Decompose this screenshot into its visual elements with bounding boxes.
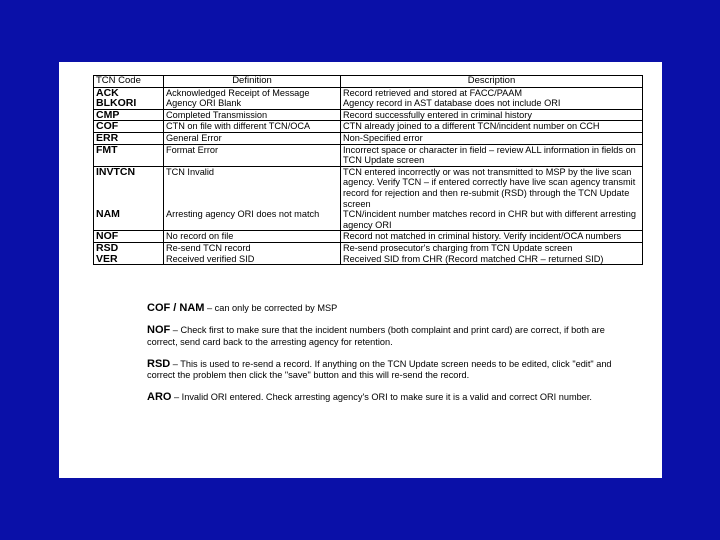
note-text: – can only be corrected by MSP <box>204 303 338 313</box>
note-term: ARO <box>147 391 172 404</box>
row-descriptions: Record retrieved and stored at FACC/PAAM Agency record in AST database does not include ORI <box>341 87 643 109</box>
note-term: COF / NAM <box>147 302 205 314</box>
table-row <box>94 132 643 144</box>
table-header-row <box>94 76 643 88</box>
row-definitions: Completed Transmission <box>164 109 341 121</box>
header-definition: Definition <box>164 76 341 88</box>
row-descriptions: Record successfully entered in criminal history <box>341 109 643 121</box>
row-definitions: No record on file <box>164 231 341 243</box>
note-text: – This is used to re-send a record. If anything on the TCN Update screen needs to be edited, click "edit" and correct the problem then click the "save" button and this will re-send the record. <box>147 358 612 381</box>
note-term: NOF <box>147 324 171 337</box>
row-codes: INVTCN NAM <box>94 166 164 231</box>
note-aro <box>147 392 627 403</box>
row-definitions: CTN on file with different TCN/OCA <box>164 121 341 133</box>
row-codes: CMP <box>94 109 164 121</box>
note-rsd <box>147 359 627 382</box>
row-definitions: General Error <box>164 132 341 144</box>
row-descriptions: Re-send prosecutor's charging from TCN Update screen Received SID from CHR (Record matched CHR – returned SID) <box>341 242 643 264</box>
row-codes: COF <box>94 121 164 133</box>
header-description: Description <box>341 76 643 88</box>
note-term: RSD <box>147 357 171 370</box>
table-row <box>94 166 643 231</box>
table-row <box>94 87 643 109</box>
row-descriptions: Incorrect space or character in field – review ALL information in fields on TCN Update screen <box>341 144 643 166</box>
table-row <box>94 231 643 243</box>
row-descriptions: CTN already joined to a different TCN/incident number on CCH <box>341 121 643 133</box>
table-row <box>94 242 643 264</box>
row-descriptions: Non-Specified error <box>341 132 643 144</box>
table-row <box>94 109 643 121</box>
notes-section <box>147 303 627 415</box>
note-cof-nam <box>147 303 627 314</box>
row-codes: FMT <box>94 144 164 166</box>
row-definitions: Acknowledged Receipt of Message Agency ORI Blank <box>164 87 341 109</box>
row-definitions: Format Error <box>164 144 341 166</box>
row-descriptions: TCN entered incorrectly or was not transmitted to MSP by the live scan agency. Verify TCN – if entered correctly have live scan agency transmit record for rejection and then re-submit (RSD) through the TCN Update screen TCN/incident number matches record in CHR but with different arresting agency ORI <box>341 166 643 231</box>
table-row <box>94 121 643 133</box>
row-codes: NOF <box>94 231 164 243</box>
note-nof <box>147 325 627 348</box>
note-text: – Check first to make sure that the incident numbers (both complaint and print card) are correct, if both are correct, send card back to the arresting agency for retention. <box>147 325 605 347</box>
row-definitions: TCN Invalid Arresting agency ORI does not match <box>164 166 341 231</box>
table-row <box>94 144 643 166</box>
note-text: – Invalid ORI entered. Check arresting agency's ORI to make sure it is a valid and correct ORI number. <box>171 392 592 403</box>
row-descriptions: Record not matched in criminal history. Verify incident/OCA numbers <box>341 231 643 243</box>
row-codes: ACK BLKORI <box>94 87 164 109</box>
row-definitions: Re-send TCN record Received verified SID <box>164 242 341 264</box>
document-page <box>59 62 662 478</box>
row-codes: ERR <box>94 132 164 144</box>
row-codes: RSD VER <box>94 242 164 264</box>
tcn-code-table <box>93 75 643 265</box>
header-tcn-code: TCN Code <box>94 76 164 88</box>
